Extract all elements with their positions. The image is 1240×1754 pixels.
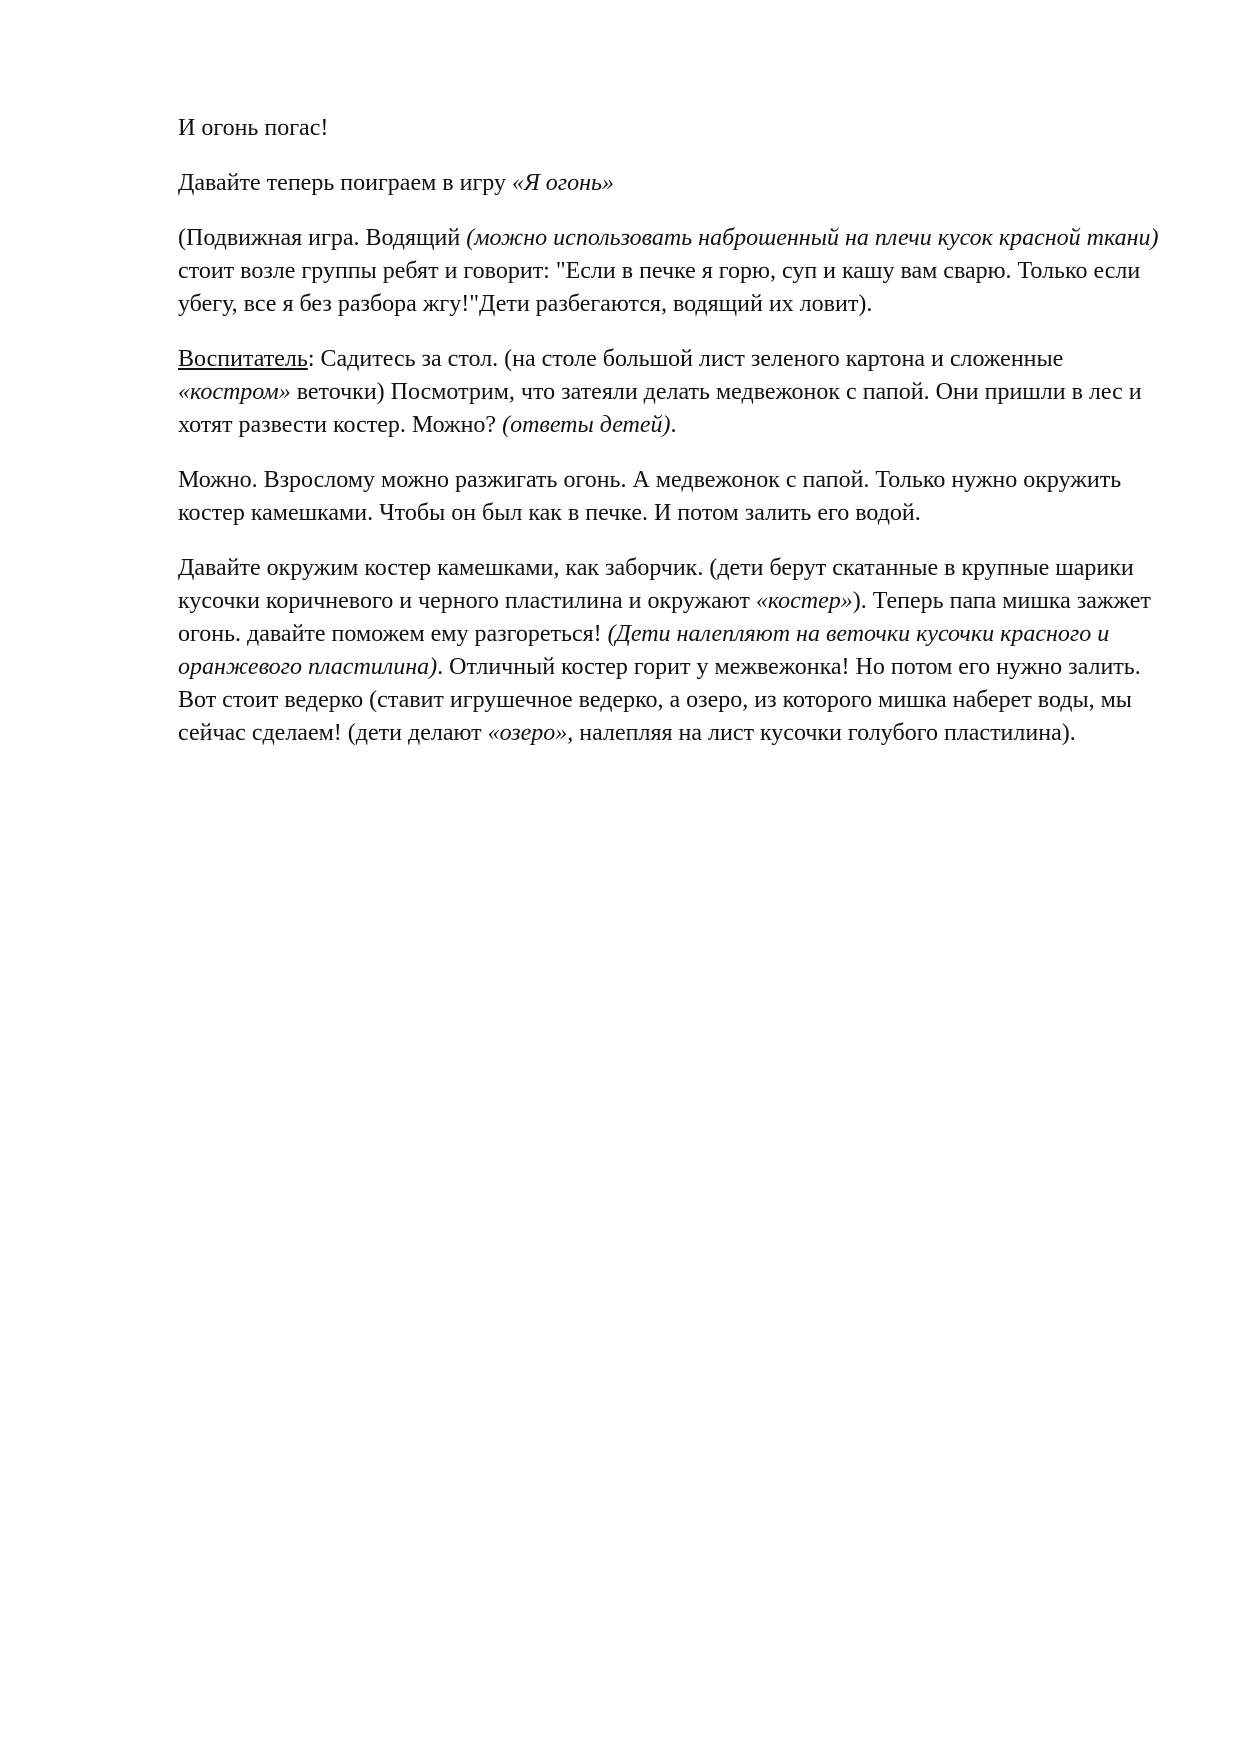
paragraph-game-intro bbox=[178, 167, 1168, 200]
fire-out-text: И огонь погас! bbox=[178, 115, 329, 141]
activity-text-c: ). Теперь папа мишка зажжет огонь. давайте поможем ему разгореться! bbox=[178, 588, 1151, 647]
document-body bbox=[178, 112, 1168, 772]
paragraph-fire-out bbox=[178, 112, 1168, 145]
allowed-text: Можно. Взрослому можно разжигать огонь. А медвежонок с папой. Только нужно окружить костер камешками. Чтобы он был как в печке. И потом залить его водой. bbox=[178, 467, 1122, 526]
game-rules-note: (можно использовать наброшенный на плечи кусок красной ткани) bbox=[466, 225, 1159, 251]
activity-text-g: , налепляя на лист кусочки голубого пластилина). bbox=[567, 720, 1076, 746]
teacher-note-bonfire: «костром» bbox=[178, 379, 291, 405]
activity-note-lake: «озеро» bbox=[487, 720, 568, 746]
teacher-text-e: . bbox=[670, 412, 677, 438]
teacher-note-answers: (ответы детей) bbox=[502, 412, 671, 438]
activity-text-a: Давайте окружим костер камешками, как заборчик. (дети берут скатанные в крупные шарики кусочки коричневого и черного пластилина и окружают bbox=[178, 555, 1134, 614]
game-rules-text-a: (Подвижная игра. Водящий bbox=[178, 225, 467, 251]
speaker-label: Воспитатель bbox=[178, 346, 308, 372]
paragraph-game-rules bbox=[178, 222, 1168, 321]
teacher-text-c: веточки) Посмотрим, что затеяли делать медвежонок с папой. Они пришли в лес и хотят развести костер. Можно? bbox=[178, 379, 1142, 438]
activity-text-e: . Отличный костер горит у межвежонка! Но потом его нужно залить. Вот стоит ведерко (ставит игрушечное ведерко, а озеро, из которого мишка наберет воды, мы сейчас сделаем! (дети делают bbox=[178, 654, 1141, 746]
game-rules-text-c: стоит возле группы ребят и говорит: "Если в печке я горю, суп и кашу вам сварю. Только если убегу, все я без разбора жгу!"Дети разбегаются, водящий их ловит). bbox=[178, 258, 1141, 317]
activity-note-children: (Дети налепляют на веточки кусочки красного и оранжевого пластилина) bbox=[178, 621, 1110, 680]
paragraph-teacher bbox=[178, 343, 1168, 442]
game-intro-text: Давайте теперь поиграем в игру bbox=[178, 170, 512, 196]
game-name: «Я огонь» bbox=[511, 170, 614, 196]
paragraph-activity bbox=[178, 552, 1168, 750]
teacher-text-a: : Садитесь за стол. (на столе большой лист зеленого картона и сложенные bbox=[307, 346, 1064, 372]
paragraph-allowed bbox=[178, 464, 1168, 530]
activity-note-bonfire: «костер» bbox=[755, 588, 853, 614]
